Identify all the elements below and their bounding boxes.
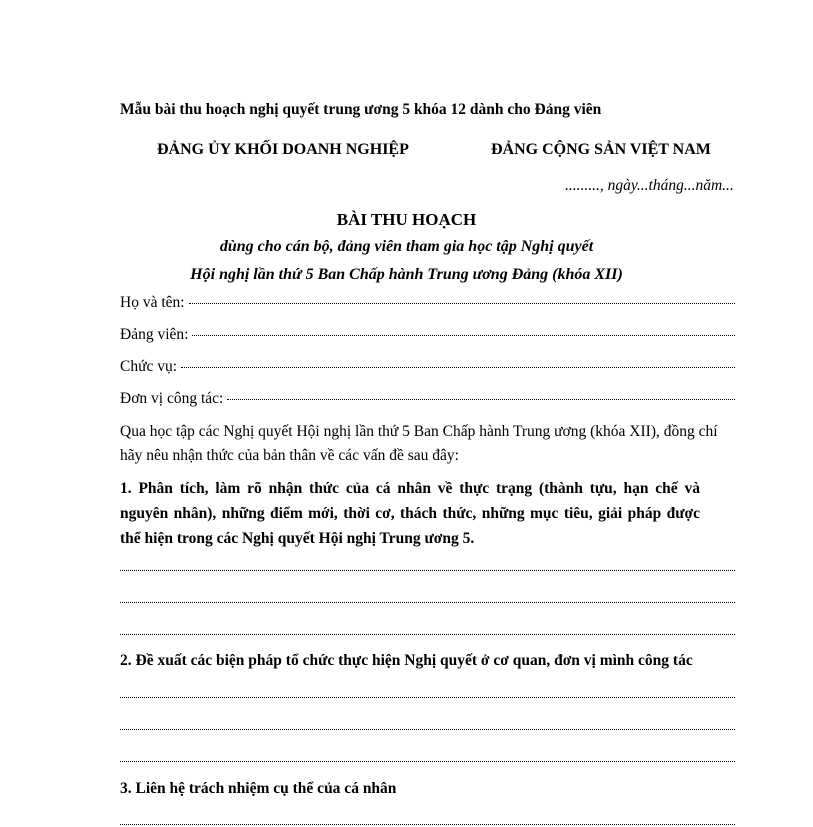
position-dotted-line xyxy=(181,367,735,368)
org-left-heading: ĐẢNG ỦY KHỐI DOANH NGHIỆP xyxy=(157,141,409,158)
party-member-field[interactable] xyxy=(120,326,735,344)
document-subtitle-2: Hội nghị lần thứ 5 Ban Chấp hành Trung ương Đảng (khóa XII) xyxy=(190,266,623,283)
answer-line[interactable] xyxy=(120,761,735,762)
full-name-label: Họ và tên: xyxy=(120,294,185,311)
document-title: BÀI THU HOẠCH xyxy=(336,210,477,229)
answer-line[interactable] xyxy=(120,602,735,603)
answer-line[interactable] xyxy=(120,824,735,825)
work-unit-field[interactable] xyxy=(120,390,735,408)
answer-line[interactable] xyxy=(120,697,735,698)
party-member-dotted-line xyxy=(192,335,735,336)
date-line: ........., ngày...tháng...năm... xyxy=(565,177,734,194)
full-name-field[interactable] xyxy=(120,294,735,312)
answer-line[interactable] xyxy=(120,570,735,571)
question-2: 2. Đề xuất các biện pháp tổ chức thực hiện Nghị quyết ở cơ quan, đơn vị mình công tác xyxy=(120,652,693,669)
question-3: 3. Liên hệ trách nhiệm cụ thể của cá nhân xyxy=(120,780,397,797)
work-unit-dotted-line xyxy=(227,399,735,400)
full-name-dotted-line xyxy=(189,303,735,304)
position-field[interactable] xyxy=(120,358,735,376)
intro-paragraph: Qua học tập các Nghị quyết Hội nghị lần thứ 5 Ban Chấp hành Trung ương (khóa XII), đồng chí hãy nêu nhận thức của bản thân về các vấn đề sau đây: xyxy=(120,423,718,464)
work-unit-label: Đơn vị công tác: xyxy=(120,390,224,407)
answer-line[interactable] xyxy=(120,729,735,730)
org-right-heading: ĐẢNG CỘNG SẢN VIỆT NAM xyxy=(491,141,711,158)
document-subtitle-1: dùng cho cán bộ, đảng viên tham gia học tập Nghị quyết xyxy=(219,238,594,255)
document-caption: Mẫu bài thu hoạch nghị quyết trung ương 5 khóa 12 dành cho Đảng viên xyxy=(120,101,602,118)
party-member-label: Đảng viên: xyxy=(120,326,189,343)
answer-line[interactable] xyxy=(120,634,735,635)
position-label: Chức vụ: xyxy=(120,358,178,375)
question-1: 1. Phân tích, làm rõ nhận thức của cá nhân về thực trạng (thành tựu, hạn chế và nguyên nhân), những điểm mới, thời cơ, thách thức, những mục tiêu, giải pháp được thể hiện trong các Nghị quyết Hội nghị Trung ương 5. xyxy=(120,480,700,547)
